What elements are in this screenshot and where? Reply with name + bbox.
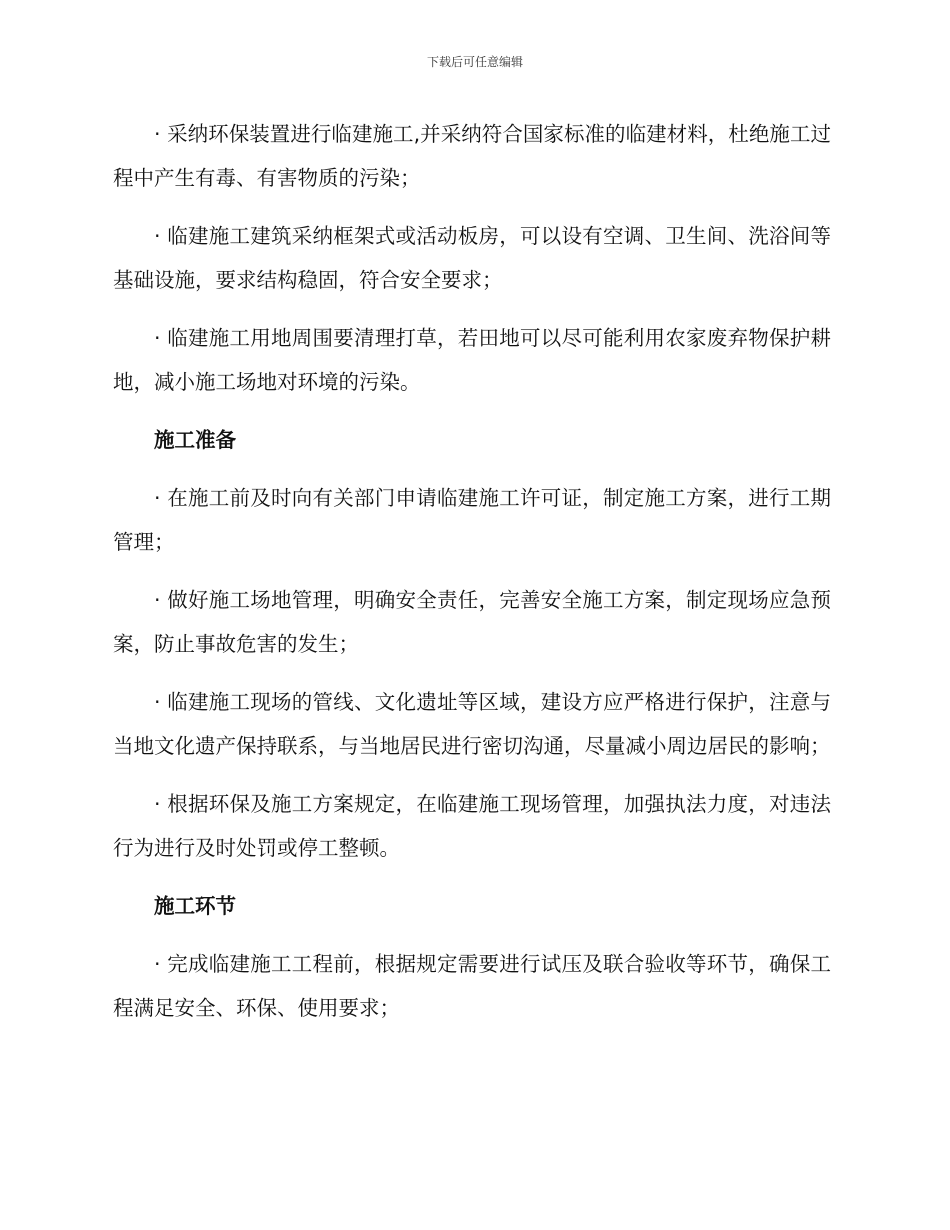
- page-header: 下载后可任意编辑: [426, 55, 523, 69]
- paragraph: · 完成临建施工工程前，根据规定需要进行试压及联合验收等环节，确保工程满足安全、环保、使用要求；: [113, 952, 831, 1020]
- paragraph: · 临建施工建筑采纳框架式或活动板房，可以设有空调、卫生间、洗浴间等基础设施，要求结构稳固，符合安全要求；: [113, 224, 831, 292]
- paragraph: · 根据环保及施工方案规定，在临建施工现场管理，加强执法力度，对违法行为进行及时处罚或停工整顿。: [113, 792, 831, 860]
- paragraph: · 临建施工用地周围要清理打草，若田地可以尽可能利用农家废弃物保护耕地，减小施工场地对环境的污染。: [113, 326, 831, 394]
- paragraph: · 做好施工场地管理，明确安全责任，完善安全施工方案，制定现场应急预案，防止事故危害的发生；: [113, 588, 831, 656]
- paragraph: · 采纳环保装置进行临建施工,并采纳符合国家标准的临建材料，杜绝施工过程中产生有毒、有害物质的污染；: [113, 122, 831, 190]
- paragraph: · 临建施工现场的管线、文化遗址等区域，建设方应严格进行保护，注意与当地文化遗产保持联系，与当地居民进行密切沟通，尽量减小周边居民的影响；: [113, 690, 831, 758]
- section-heading: 施工准备: [154, 428, 236, 452]
- document-body: [113, 112, 831, 1044]
- section-heading: 施工环节: [154, 894, 236, 918]
- paragraph: · 在施工前及时向有关部门申请临建施工许可证，制定施工方案，进行工期管理；: [113, 486, 831, 554]
